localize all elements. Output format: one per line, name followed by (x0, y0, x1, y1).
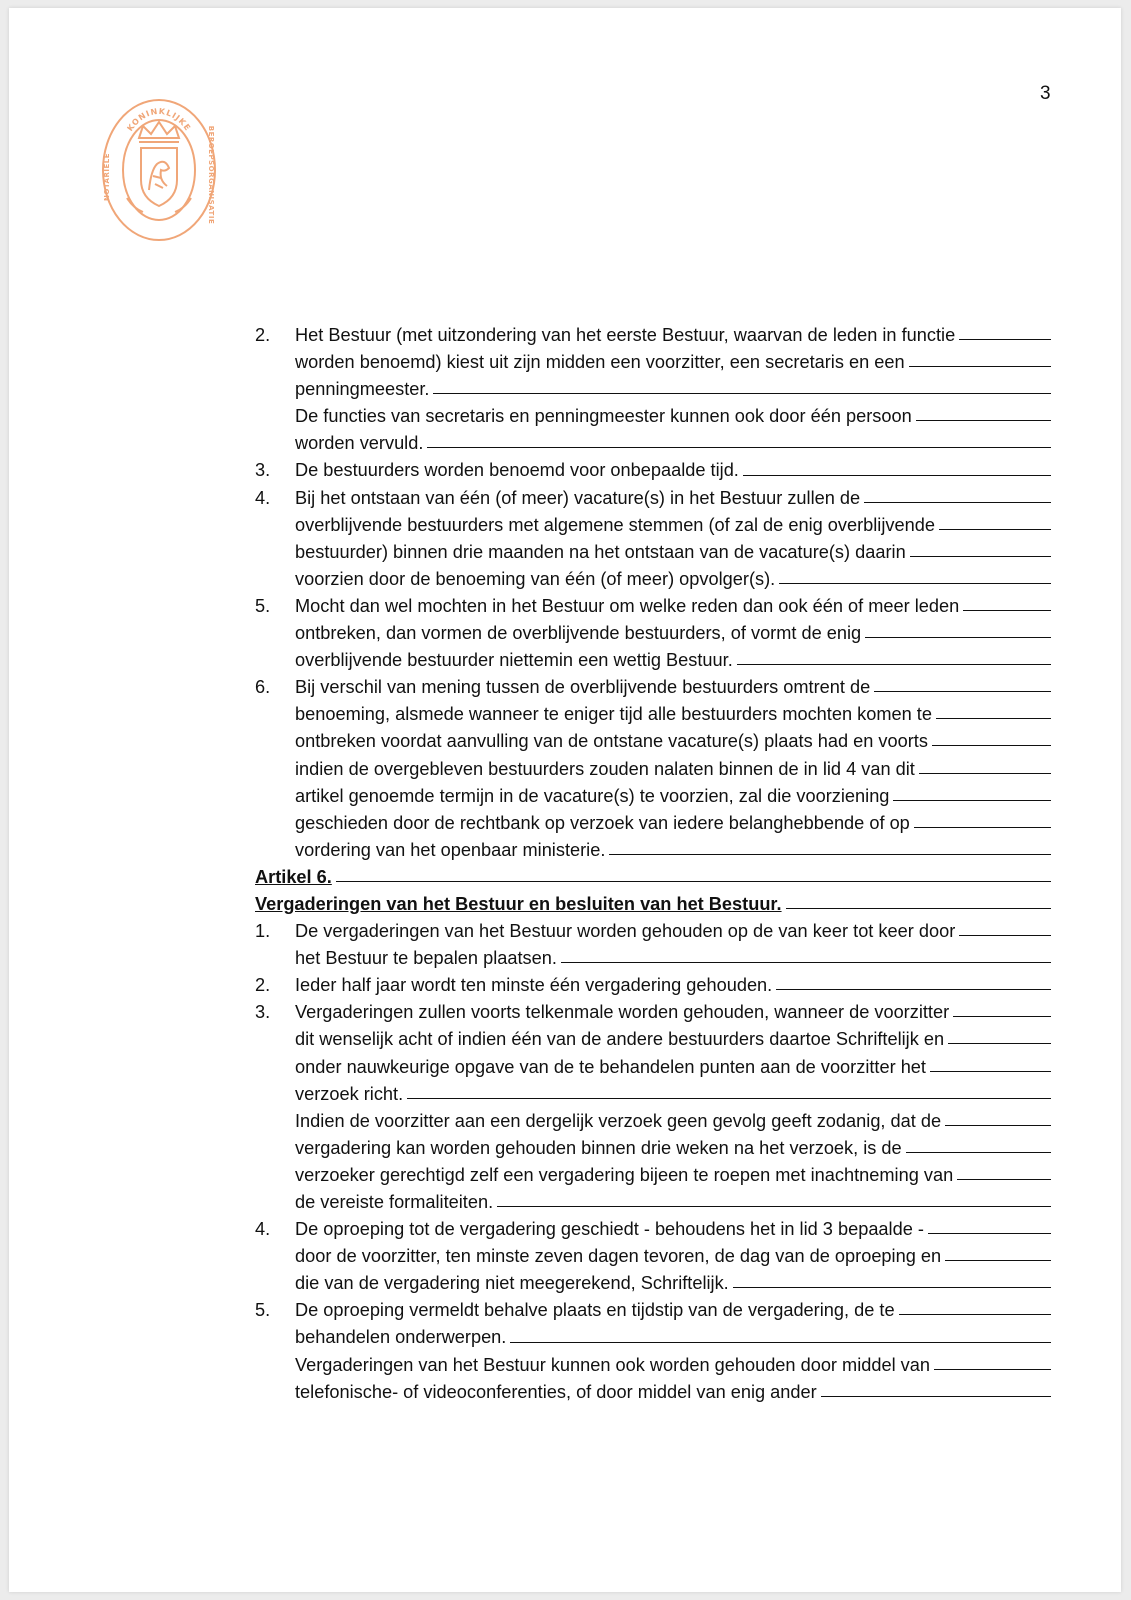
text-line (255, 1297, 1051, 1324)
line-text: De functies van secretaris en penningmeester kunnen ook door één persoon (295, 406, 912, 427)
text-line (255, 674, 1051, 701)
text-line (255, 972, 1051, 999)
fill-line (957, 1179, 1051, 1180)
text-line (255, 485, 1051, 512)
line-text: vordering van het openbaar ministerie. (295, 839, 606, 860)
seal-right-text: BEROEPSORGANISATIE (207, 125, 215, 225)
item-number: 5. (255, 1300, 271, 1321)
fill-line (919, 773, 1051, 774)
text-line (255, 1243, 1051, 1270)
fill-line (786, 908, 1051, 909)
item-number: 1. (255, 921, 271, 942)
line-text: door de voorzitter, ten minste zeven dagen tevoren, de dag van de oproeping en (295, 1246, 942, 1267)
fill-line (821, 1396, 1051, 1397)
text-line (255, 430, 1051, 457)
fill-line (865, 637, 1051, 638)
item-number: 4. (255, 1219, 271, 1240)
line-text: Vergaderingen zullen voorts telkenmale worden gehouden, wanneer de voorzitter (295, 1002, 950, 1023)
line-text: het Bestuur te bepalen plaatsen. (295, 948, 557, 969)
fill-line (609, 854, 1051, 855)
line-text: ontbreken voordat aanvulling van de ontstane vacature(s) plaats had en voorts (295, 731, 928, 752)
text-line (255, 1189, 1051, 1216)
fill-line (939, 529, 1051, 530)
fill-line (932, 745, 1051, 746)
item-number: 2. (255, 975, 271, 996)
item-number: 3. (255, 460, 271, 481)
heading-text: Vergaderingen van het Bestuur en besluiten van het Bestuur. (255, 893, 782, 914)
text-line (255, 457, 1051, 484)
line-text: voorzien door de benoeming van één (of meer) opvolger(s). (295, 568, 776, 589)
fill-line (916, 420, 1051, 421)
seal-left-text: NOTARIËLE (103, 153, 111, 201)
line-text: De vergaderingen van het Bestuur worden gehouden op de van keer tot keer door (295, 921, 956, 942)
text-line (255, 837, 1051, 864)
fill-line (510, 1342, 1051, 1343)
fill-line (737, 664, 1051, 665)
fill-line (561, 962, 1051, 963)
item-number: 5. (255, 595, 271, 616)
line-text: Ieder half jaar wordt ten minste één vergadering gehouden. (295, 975, 773, 996)
text-line (255, 647, 1051, 674)
line-text: Het Bestuur (met uitzondering van het eerste Bestuur, waarvan de leden in functie (295, 325, 956, 345)
article-heading (255, 864, 1051, 891)
text-line (255, 376, 1051, 403)
fill-line (959, 935, 1051, 936)
line-text: telefonische- of videoconferenties, of door middel van enig ander (295, 1381, 817, 1402)
fill-line (407, 1098, 1051, 1099)
fill-line (909, 366, 1051, 367)
text-line (255, 1081, 1051, 1108)
fill-line (864, 502, 1051, 503)
document-page (9, 8, 1121, 1592)
line-text: benoeming, alsmede wanneer te eniger tijd alle bestuurders mochten komen te (295, 704, 932, 725)
text-line (255, 701, 1051, 728)
line-text: ontbreken, dan vormen de overblijvende bestuurders, of vormt de enig (295, 623, 862, 644)
line-text: artikel genoemde termijn in de vacature(s) te voorzien, zal die voorziening (295, 785, 890, 806)
text-line (255, 728, 1051, 755)
fill-line (336, 881, 1051, 882)
text-line (255, 1352, 1051, 1379)
seal-top-text: KONINKLIJKE (125, 106, 193, 133)
fill-line (779, 583, 1051, 584)
line-text: Vergaderingen van het Bestuur kunnen ook worden gehouden door middel van (295, 1354, 930, 1375)
text-line (255, 810, 1051, 837)
line-text: bestuurder) binnen drie maanden na het ontstaan van de vacature(s) daarin (295, 541, 906, 562)
item-number: 3. (255, 1002, 271, 1023)
text-line (255, 999, 1051, 1026)
fill-line (914, 827, 1051, 828)
fill-line (427, 447, 1051, 448)
fill-line (934, 1369, 1051, 1370)
text-line (255, 756, 1051, 783)
fill-line (963, 610, 1051, 611)
item-number: 4. (255, 487, 271, 508)
line-text: dit wenselijk acht of indien één van de andere bestuurders daartoe Schriftelijk en (295, 1029, 945, 1050)
fill-line (899, 1314, 1051, 1315)
text-line (255, 1026, 1051, 1053)
fill-line (953, 1016, 1051, 1017)
notary-seal-icon (99, 98, 219, 243)
text-line (255, 918, 1051, 945)
fill-line (928, 1233, 1051, 1234)
line-text: worden benoemd) kiest uit zijn midden een voorzitter, een secretaris en een (295, 352, 905, 373)
article-heading (255, 891, 1051, 918)
fill-line (936, 718, 1051, 719)
line-text: overblijvende bestuurders met algemene stemmen (of zal de enig overblijvende (295, 514, 935, 535)
text-line (255, 1162, 1051, 1189)
line-text: Bij het ontstaan van één (of meer) vacature(s) in het Bestuur zullen de (295, 487, 861, 508)
text-line (255, 620, 1051, 647)
text-line (255, 1324, 1051, 1351)
text-line (255, 566, 1051, 593)
page-number: 3 (1040, 83, 1051, 104)
text-line (255, 1216, 1051, 1243)
line-text: verzoek richt. (295, 1083, 404, 1104)
fill-line (945, 1125, 1051, 1126)
fill-line (874, 691, 1051, 692)
text-line (255, 322, 1051, 349)
line-text: geschieden door de rechtbank op verzoek van iedere belanghebbende of op (295, 812, 910, 833)
fill-line (733, 1287, 1051, 1288)
line-text: De oproeping tot de vergadering geschiedt - behoudens het in lid 3 bepaalde - (295, 1219, 924, 1240)
line-text: overblijvende bestuurder niettemin een wettig Bestuur. (295, 650, 733, 671)
fill-line (959, 339, 1051, 340)
line-text: Bij verschil van mening tussen de overblijvende bestuurders omtrent de (295, 677, 871, 698)
text-line (255, 1270, 1051, 1297)
line-text: indien de overgebleven bestuurders zouden nalaten binnen de in lid 4 van dit (295, 758, 915, 779)
text-line (255, 1108, 1051, 1135)
document-body (255, 322, 1051, 1406)
fill-line (497, 1206, 1051, 1207)
fill-line (433, 393, 1051, 394)
heading-text: Artikel 6. (255, 866, 332, 887)
fill-line (906, 1152, 1051, 1153)
line-text: die van de vergadering niet meegerekend, Schriftelijk. (295, 1273, 729, 1294)
fill-line (776, 989, 1051, 990)
text-line (255, 783, 1051, 810)
fill-line (948, 1043, 1051, 1044)
line-text: de vereiste formaliteiten. (295, 1192, 494, 1212)
line-text: Mocht dan wel mochten in het Bestuur om welke reden dan ook één of meer leden (295, 595, 960, 616)
text-line (255, 593, 1051, 620)
fill-line (743, 475, 1051, 476)
line-text: De bestuurders worden benoemd voor onbepaalde tijd. (295, 460, 739, 481)
fill-line (893, 800, 1051, 801)
text-line (255, 1135, 1051, 1162)
line-text: worden vervuld. (295, 433, 424, 454)
fill-line (910, 556, 1051, 557)
text-line (255, 945, 1051, 972)
line-text: verzoeker gerechtigd zelf een vergadering bijeen te roepen met inachtneming van (295, 1164, 954, 1185)
line-text: penningmeester. (295, 379, 430, 400)
item-number: 2. (255, 325, 271, 345)
text-line (255, 539, 1051, 566)
line-text: Indien de voorzitter aan een dergelijk verzoek geen gevolg geeft zodanig, dat de (295, 1110, 942, 1131)
text-line (255, 1379, 1051, 1406)
text-line (255, 512, 1051, 539)
line-text: vergadering kan worden gehouden binnen drie weken na het verzoek, is de (295, 1137, 902, 1158)
item-number: 6. (255, 677, 271, 698)
line-text: onder nauwkeurige opgave van de te behandelen punten aan de voorzitter het (295, 1056, 926, 1077)
line-text: De oproeping vermeldt behalve plaats en tijdstip van de vergadering, de te (295, 1300, 895, 1321)
text-line (255, 403, 1051, 430)
fill-line (945, 1260, 1051, 1261)
fill-line (930, 1071, 1051, 1072)
text-line (255, 1054, 1051, 1081)
text-line (255, 349, 1051, 376)
line-text: behandelen onderwerpen. (295, 1327, 507, 1348)
